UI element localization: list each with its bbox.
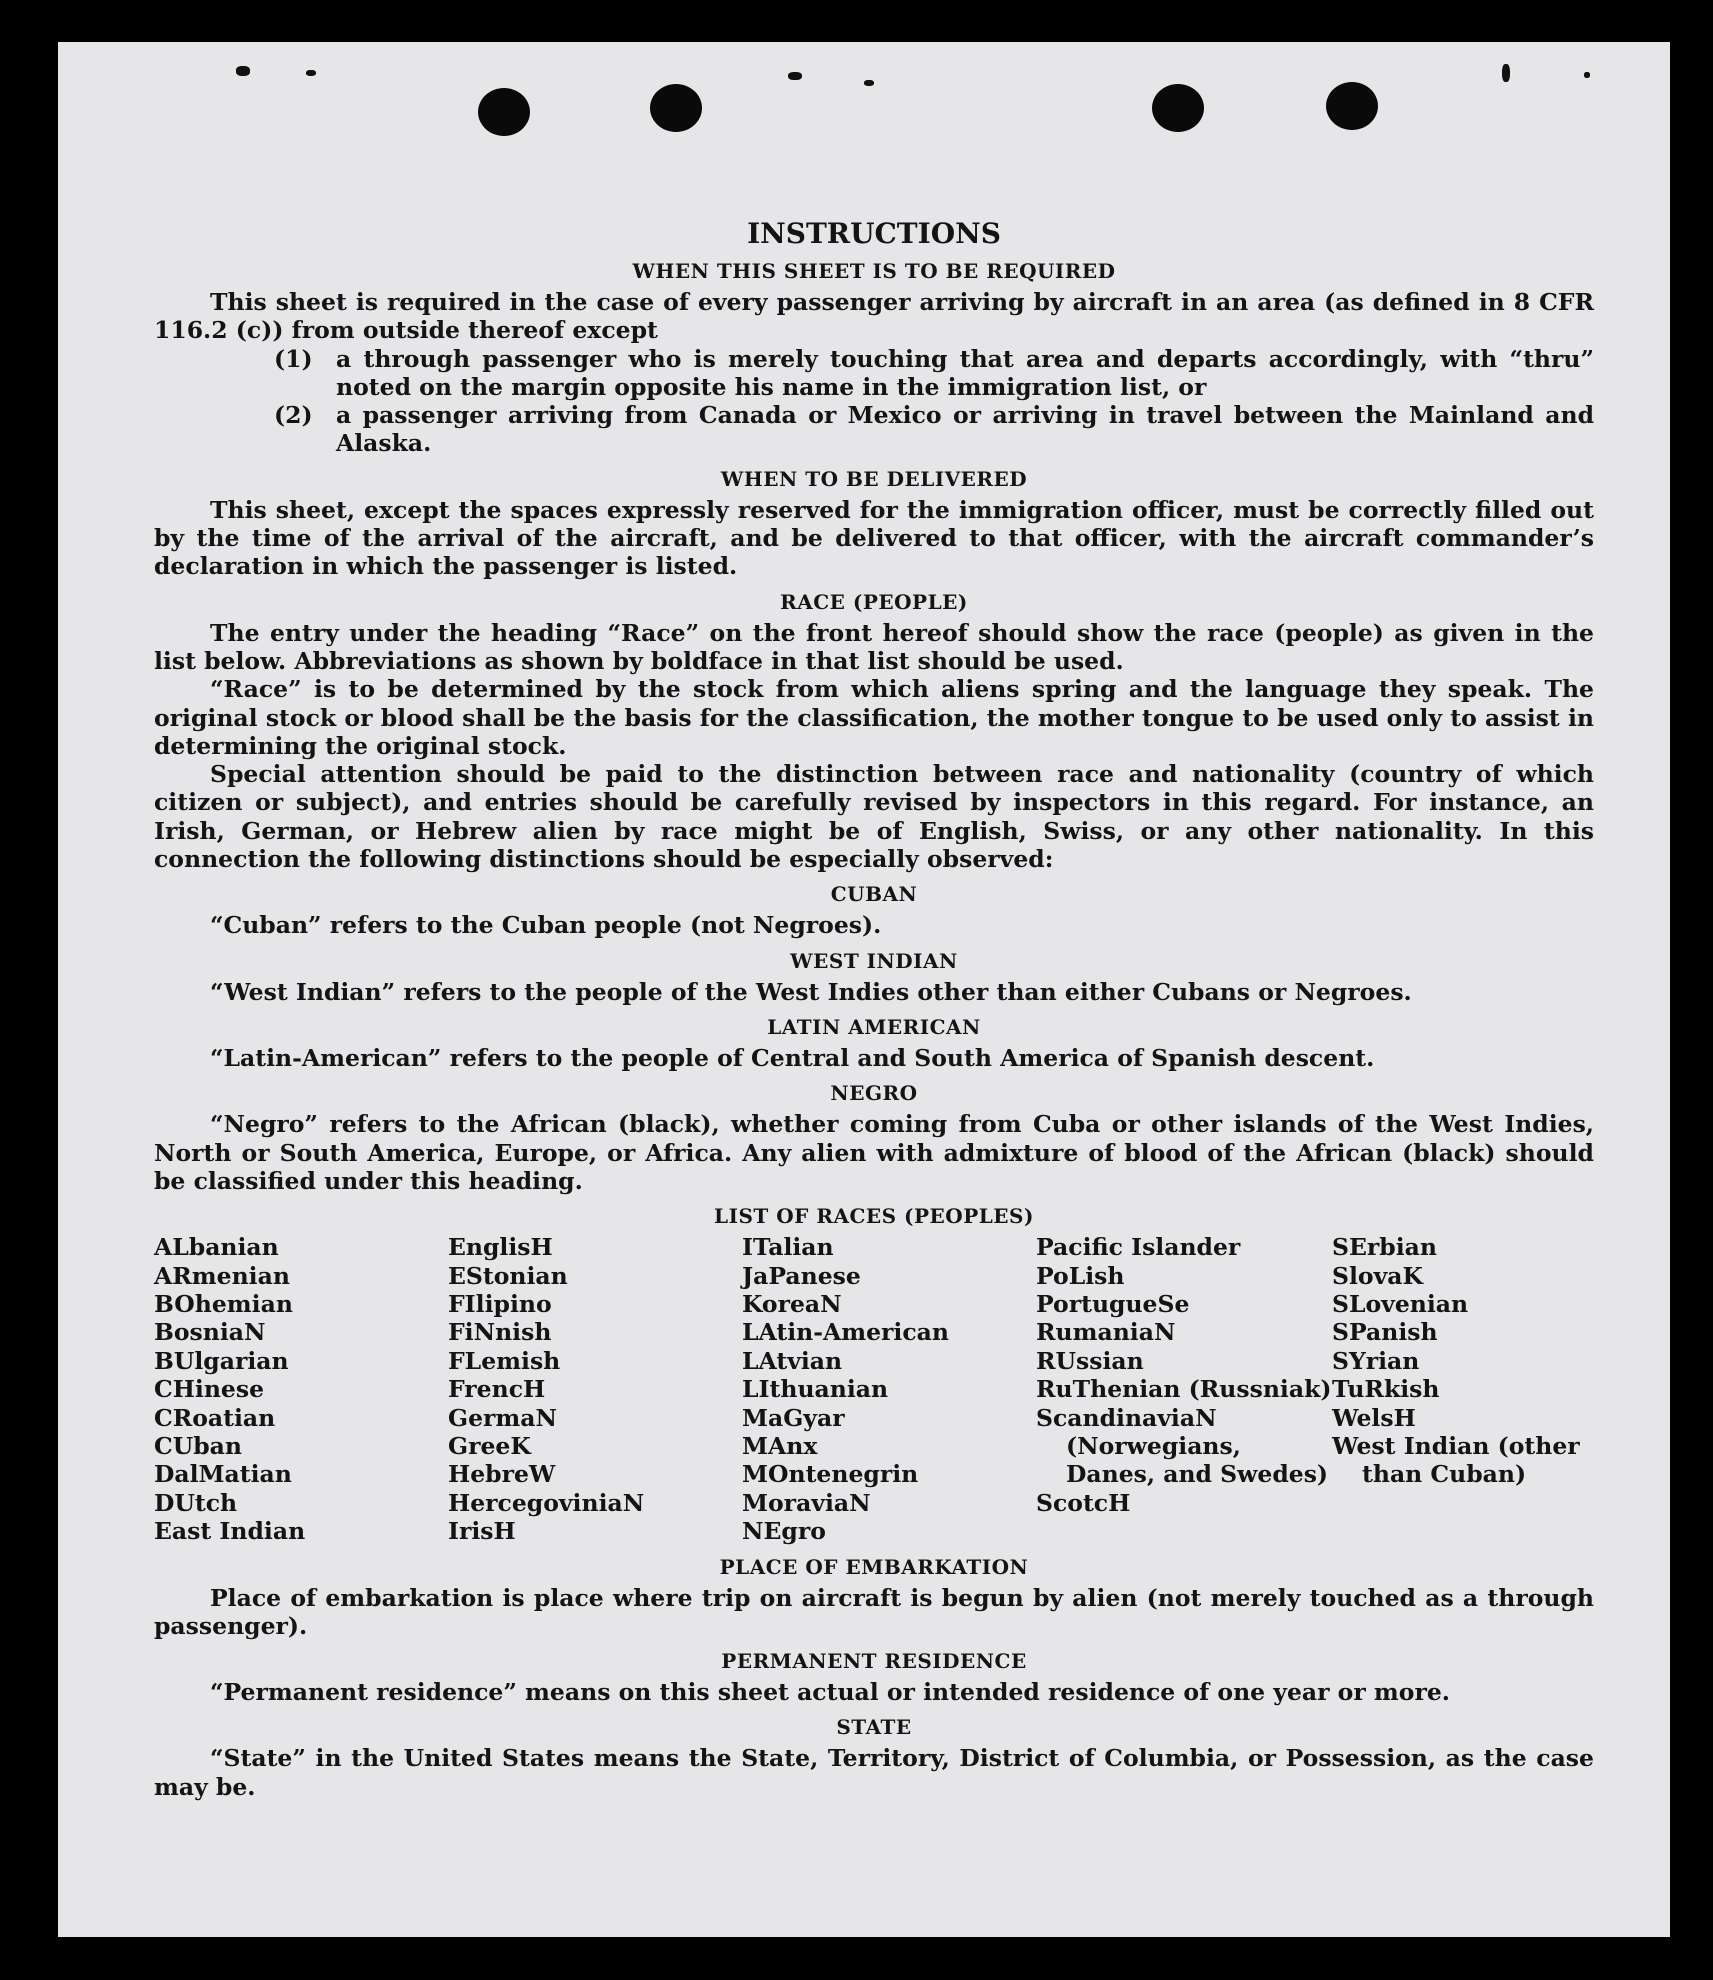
race-entry: EnglisH	[448, 1233, 553, 1262]
race-entry: MOntenegrin	[742, 1460, 919, 1489]
race-entry: DalMatian	[154, 1460, 292, 1489]
paragraph-state: “State” in the United States means the State, Territory, District of Columbia, or Possession, as the case may be.	[154, 1744, 1594, 1801]
race-entry: BUlgarian	[154, 1346, 289, 1375]
race-entry: ScandinaviaN (Norwegians, Danes, and Swedes)	[1036, 1403, 1329, 1489]
ink-mark	[864, 80, 874, 86]
section-heading-list-of-races: LIST OF RACES (PEOPLES)	[714, 1204, 1034, 1229]
race-entry: WelsH	[1332, 1403, 1416, 1432]
race-entry: SErbian	[1332, 1233, 1437, 1262]
race-entry: PortugueSe	[1036, 1289, 1190, 1318]
race-entry: ScotcH	[1036, 1488, 1131, 1517]
race-column	[154, 1233, 448, 1545]
race-list	[154, 1233, 1594, 1545]
race-entry: MaGyar	[742, 1403, 845, 1432]
race-entry: SPanish	[1332, 1318, 1438, 1347]
race-entry: EStonian	[448, 1261, 568, 1290]
paragraph-delivery: This sheet, except the spaces expressly reserved for the immigration officer, must be correctly filled out by the time of the arrival of the aircraft, and be delivered to that officer, with the aircraft commander’s declaration in which the passenger is listed.	[154, 495, 1594, 581]
paragraph-race-entry: The entry under the heading “Race” on the front hereof should show the race (people) as given in the list below. Abbreviations as shown by boldface in that list should be used.	[154, 618, 1594, 675]
paragraph-west-indian: “West Indian” refers to the people of the West Indies other than either Cubans or Negroes.	[210, 977, 1412, 1006]
race-entry: HercegoviniaN	[448, 1488, 645, 1517]
race-entry: CRoatian	[154, 1403, 276, 1432]
punch-hole	[1326, 82, 1378, 130]
paragraph-requirement: This sheet is required in the case of every passenger arriving by aircraft in an area (as defined in 8 CFR 116.2 (c)) from outside thereof except	[154, 288, 1594, 345]
punch-hole	[478, 88, 530, 136]
race-entry: SYrian	[1332, 1346, 1420, 1375]
paragraph-cuban: “Cuban” refers to the Cuban people (not Negroes).	[210, 911, 882, 940]
ink-mark	[788, 72, 802, 80]
paragraph-race-distinction: Special attention should be paid to the distinction between race and nationality (country of which citizen or subject), and entries should be carefully revised by inspectors in this regard. For instance, an Irish, German, or Hebrew alien by race might be of English, Swiss, or any other nationality. In this connection the following distinctions should be especially observed:	[154, 760, 1594, 874]
race-entry: NEgro	[742, 1517, 826, 1546]
section-heading-when-delivered: WHEN TO BE DELIVERED	[720, 466, 1028, 491]
race-entry: CUban	[154, 1431, 242, 1460]
section-heading-race: RACE (PEOPLE)	[780, 589, 968, 614]
race-entry: SlovaK	[1332, 1261, 1423, 1290]
section-heading-when-required: WHEN THIS SHEET IS TO BE REQUIRED	[632, 259, 1116, 283]
section-heading-state: STATE	[836, 1715, 912, 1740]
ink-mark	[236, 66, 250, 76]
race-entry: MAnx	[742, 1431, 818, 1460]
race-column	[1036, 1233, 1332, 1545]
section-heading-cuban: CUBAN	[830, 882, 918, 907]
race-entry: CHinese	[154, 1375, 265, 1404]
race-entry: GermaN	[448, 1403, 557, 1432]
race-entry: KoreaN	[742, 1289, 842, 1318]
race-column	[448, 1233, 742, 1545]
race-entry: LAtvian	[742, 1346, 843, 1375]
race-entry: FrencH	[448, 1375, 546, 1404]
list-item	[274, 345, 1594, 402]
instructions-body	[154, 174, 1594, 1801]
paragraph-race-definition: “Race” is to be determined by the stock from which aliens spring and the language they speak. The original stock or blood shall be the basis for the classification, the mother tongue to be used only to assist in determining the original stock.	[154, 675, 1594, 760]
punch-hole	[1152, 84, 1204, 132]
section-heading-latin-american: LATIN AMERICAN	[767, 1014, 981, 1039]
item-number: (1)	[274, 344, 313, 373]
page-title: INSTRUCTIONS	[747, 217, 1001, 250]
race-entry: FIlipino	[448, 1289, 552, 1318]
race-entry: LAtin-American	[742, 1318, 949, 1347]
race-entry: Pacific Islander	[1036, 1233, 1241, 1262]
ink-mark	[1584, 72, 1590, 78]
punch-hole	[650, 84, 702, 132]
section-heading-permanent-residence: PERMANENT RESIDENCE	[721, 1649, 1027, 1674]
paragraph-embarkation: Place of embarkation is place where trip on aircraft is begun by alien (not merely touched as a through passenger).	[154, 1583, 1594, 1640]
race-entry: LIthuanian	[742, 1375, 889, 1404]
item-text: a passenger arriving from Canada or Mexico or arriving in travel between the Mainland and Alaska.	[336, 401, 1594, 458]
section-heading-negro: NEGRO	[830, 1081, 918, 1106]
race-entry: BOhemian	[154, 1289, 293, 1318]
race-entry: FLemish	[448, 1346, 561, 1375]
ink-mark	[1502, 64, 1510, 82]
section-heading-west-indian: WEST INDIAN	[790, 948, 958, 973]
race-column	[742, 1233, 1036, 1545]
race-entry: MoraviaN	[742, 1488, 871, 1517]
paragraph-negro: “Negro” refers to the African (black), whether coming from Cuba or other islands of the West Indies, North or South America, Europe, or Africa. Any alien with admixture of blood of the African (black) should be classified under this heading.	[154, 1110, 1594, 1195]
race-entry: ITalian	[742, 1233, 834, 1262]
paragraph-latin-american: “Latin-American” refers to the people of Central and South America of Spanish descent.	[210, 1043, 1375, 1072]
item-number: (2)	[274, 401, 313, 430]
race-entry: West Indian (other than Cuban)	[1332, 1431, 1580, 1489]
item-text: a through passenger who is merely touching that area and departs accordingly, with “thru” noted on the margin opposite his name in the immigration list, or	[336, 344, 1594, 401]
race-entry: DUtch	[154, 1488, 238, 1517]
race-entry: GreeK	[448, 1431, 531, 1460]
race-column	[1332, 1233, 1594, 1545]
race-entry: FiNnish	[448, 1318, 552, 1347]
race-entry: RuThenian (Russniak)	[1036, 1375, 1332, 1404]
race-entry: East Indian	[154, 1517, 306, 1546]
paragraph-permanent-residence: “Permanent residence” means on this sheet actual or intended residence of one year or more.	[210, 1678, 1450, 1707]
race-entry: RUssian	[1036, 1346, 1144, 1375]
section-heading-embarkation: PLACE OF EMBARKATION	[719, 1554, 1029, 1579]
race-entry: ARmenian	[154, 1261, 290, 1290]
race-entry: PoLish	[1036, 1261, 1125, 1290]
race-entry: JaPanese	[742, 1261, 861, 1290]
document-sheet	[58, 42, 1670, 1937]
race-entry: SLovenian	[1332, 1289, 1469, 1318]
ink-mark	[306, 70, 316, 76]
race-entry: IrisH	[448, 1517, 516, 1546]
race-entry: TuRkish	[1332, 1375, 1440, 1404]
list-item	[274, 401, 1594, 458]
race-entry: ALbanian	[154, 1233, 279, 1262]
race-entry: HebreW	[448, 1460, 556, 1489]
race-entry: RumaniaN	[1036, 1318, 1176, 1347]
race-entry: BosniaN	[154, 1318, 266, 1347]
